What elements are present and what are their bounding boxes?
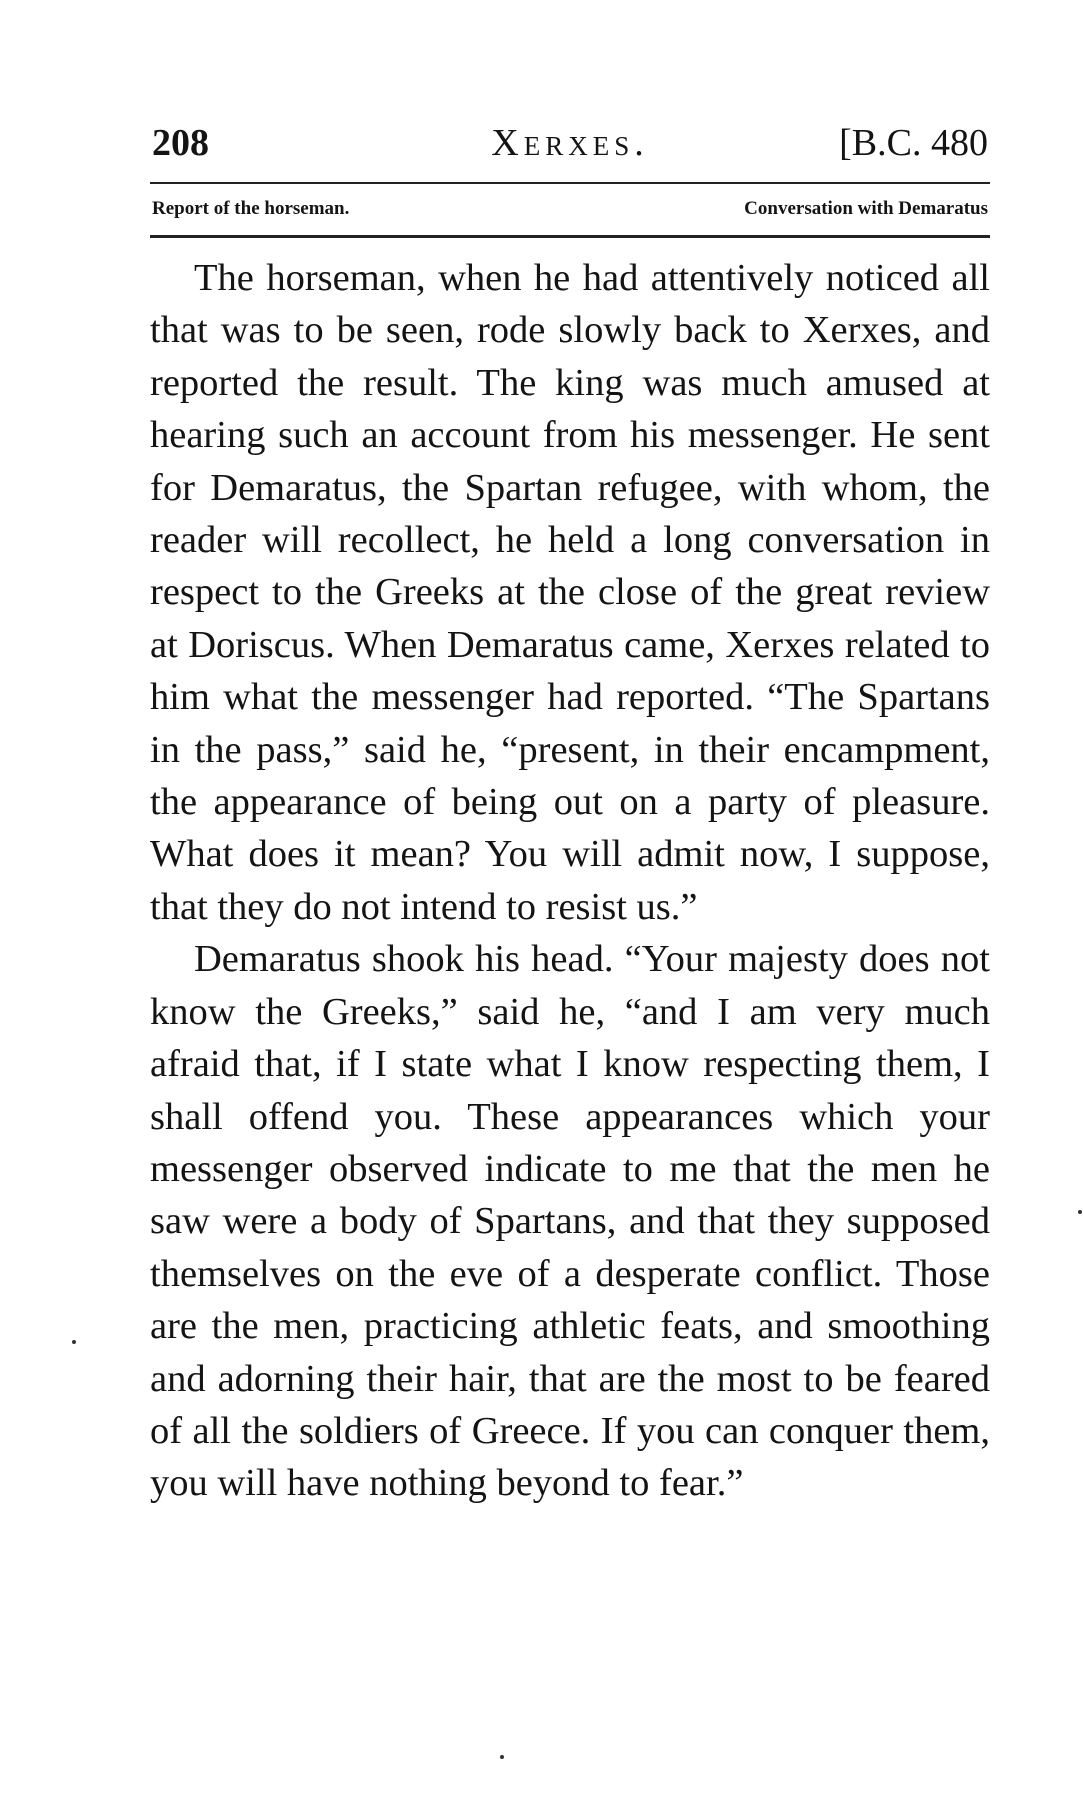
era-label: [B.C. 480 (839, 122, 988, 164)
subheader-left: Report of the horseman. (152, 198, 350, 219)
page-number: 208 (152, 122, 209, 164)
paragraph-1: The horseman, when he had attentively noticed all that was to be seen, rode slowly back to Xerxes, and reported the result. The king was much amused at hearing such an account from his messenger. He sent for Demaratus, the Spartan refugee, with whom, the reader will recollect, he held a long conversation in respect to the Greeks at the close of the great review at Doriscus. When Demaratus came, Xerxes related to him what the messenger had reported. “The Spartans in the pass,” said he, “present, in their encampment, the appearance of being out on a party of pleasure. What does it mean? You will admit now, I suppose, that they do not intend to resist us.” (150, 257, 990, 928)
section-subheader (152, 197, 988, 221)
margin-speck (72, 1340, 76, 1344)
body-text (150, 252, 990, 1510)
running-title: Xerxes. (491, 122, 649, 164)
running-head (152, 118, 988, 168)
header-rule-top (150, 182, 990, 184)
margin-speck (500, 1755, 504, 1759)
header-rule-bottom (150, 235, 990, 238)
subheader-right: Conversation with Demaratus (744, 198, 988, 219)
margin-speck (1078, 1210, 1082, 1214)
paragraph-2: Demaratus shook his head. “Your majesty does not know the Greeks,” said he, “and I am very much afraid that, if I state what I know respecting them, I shall offend you. These appearances which your messenger observed indicate to me that the men he saw were a body of Spartans, and that they supposed themselves on the eve of a desperate conflict. Those are the men, practicing athletic feats, and smoothing and adorning their hair, that are the most to be feared of all the soldiers of Greece. If you can conquer them, you will have nothing beyond to fear.” (150, 938, 990, 1505)
